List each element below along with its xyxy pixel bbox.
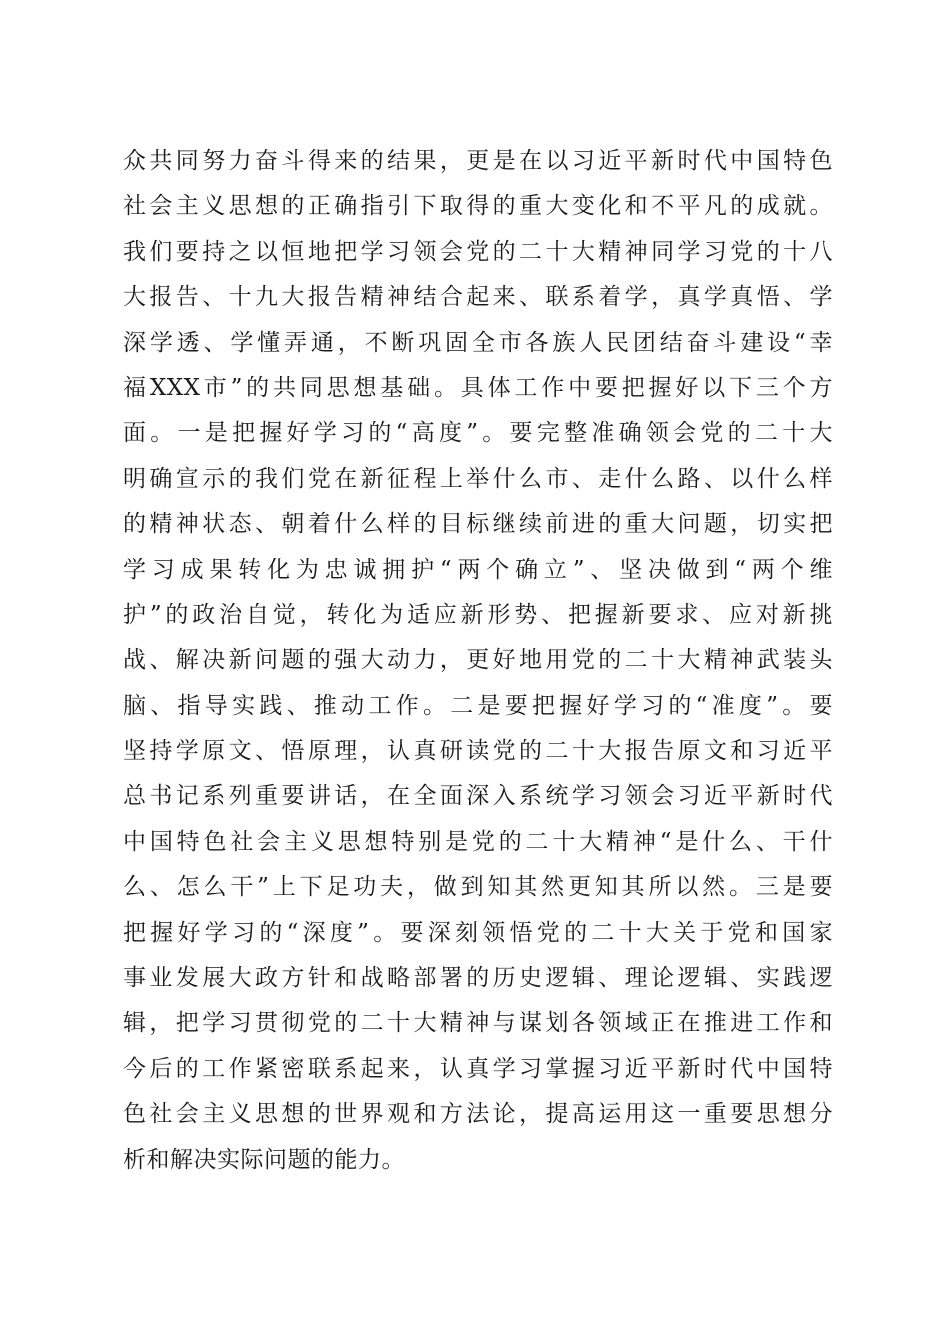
text-line: 明确宣示的我们党在新征程上举什么市、走什么路、以什么样 [123, 465, 833, 492]
text-line: 护”的政治自觉，转化为适应新形势、把握新要求、应对新挑 [123, 601, 833, 628]
text-line: 众共同努力奋斗得来的结果，更是在以习近平新时代中国特色 [123, 148, 833, 174]
text-line: 的精神状态、朝着什么样的目标继续前进的重大问题，切实把 [123, 511, 833, 538]
text-line: 辑，把学习贯彻党的二十大精神与谋划各领域正在推进工作和 [123, 1010, 833, 1037]
text-line: 大报告、十九大报告精神结合起来、联系着学，真学真悟、学 [123, 284, 833, 311]
text-line: 深学透、学懂弄通，不断巩固全市各族人民团结奋斗建设“幸 [123, 329, 833, 356]
text-line: 析和解决实际问题的能力。 [123, 1146, 405, 1173]
text-line: 今后的工作紧密联系起来，认真学习掌握习近平新时代中国特 [123, 1055, 833, 1082]
text-line: 我们要持之以恒地把学习领会党的二十大精神同学习党的十八 [123, 238, 833, 265]
text-line: 社会主义思想的正确指引下取得的重大变化和不平凡的成就。 [123, 193, 833, 220]
text-line: 么、怎么干”上下足功夫，做到知其然更知其所以然。三是要 [123, 874, 833, 901]
text-line: 总书记系列重要讲话，在全面深入系统学习领会习近平新时代 [123, 783, 833, 810]
text-line: 学习成果转化为忠诚拥护“两个确立”、坚决做到“两个维 [123, 556, 833, 583]
text-line: 坚持学原文、悟原理，认真研读党的二十大报告原文和习近平 [123, 738, 833, 765]
text-line: 事业发展大政方针和战略部署的历史逻辑、理论逻辑、实践逻 [123, 965, 833, 992]
text-line: 脑、指导实践、推动工作。二是要把握好学习的“准度”。要 [123, 692, 833, 719]
body-text [123, 139, 833, 1183]
text-line: 中国特色社会主义思想特别是党的二十大精神“是什么、干什 [123, 828, 833, 855]
text-line: 色社会主义思想的世界观和方法论，提高运用这一重要思想分 [123, 1101, 833, 1128]
text-line: 战、解决新问题的强大动力，更好地用党的二十大精神武装头 [123, 647, 833, 674]
text-line: 把握好学习的“深度”。要深刻领悟党的二十大关于党和国家 [123, 919, 833, 946]
text-line: 面。一是把握好学习的“高度”。要完整准确领会党的二十大 [123, 420, 833, 447]
text-line: 福XXX市”的共同思想基础。具体工作中要把握好以下三个方 [123, 374, 833, 401]
